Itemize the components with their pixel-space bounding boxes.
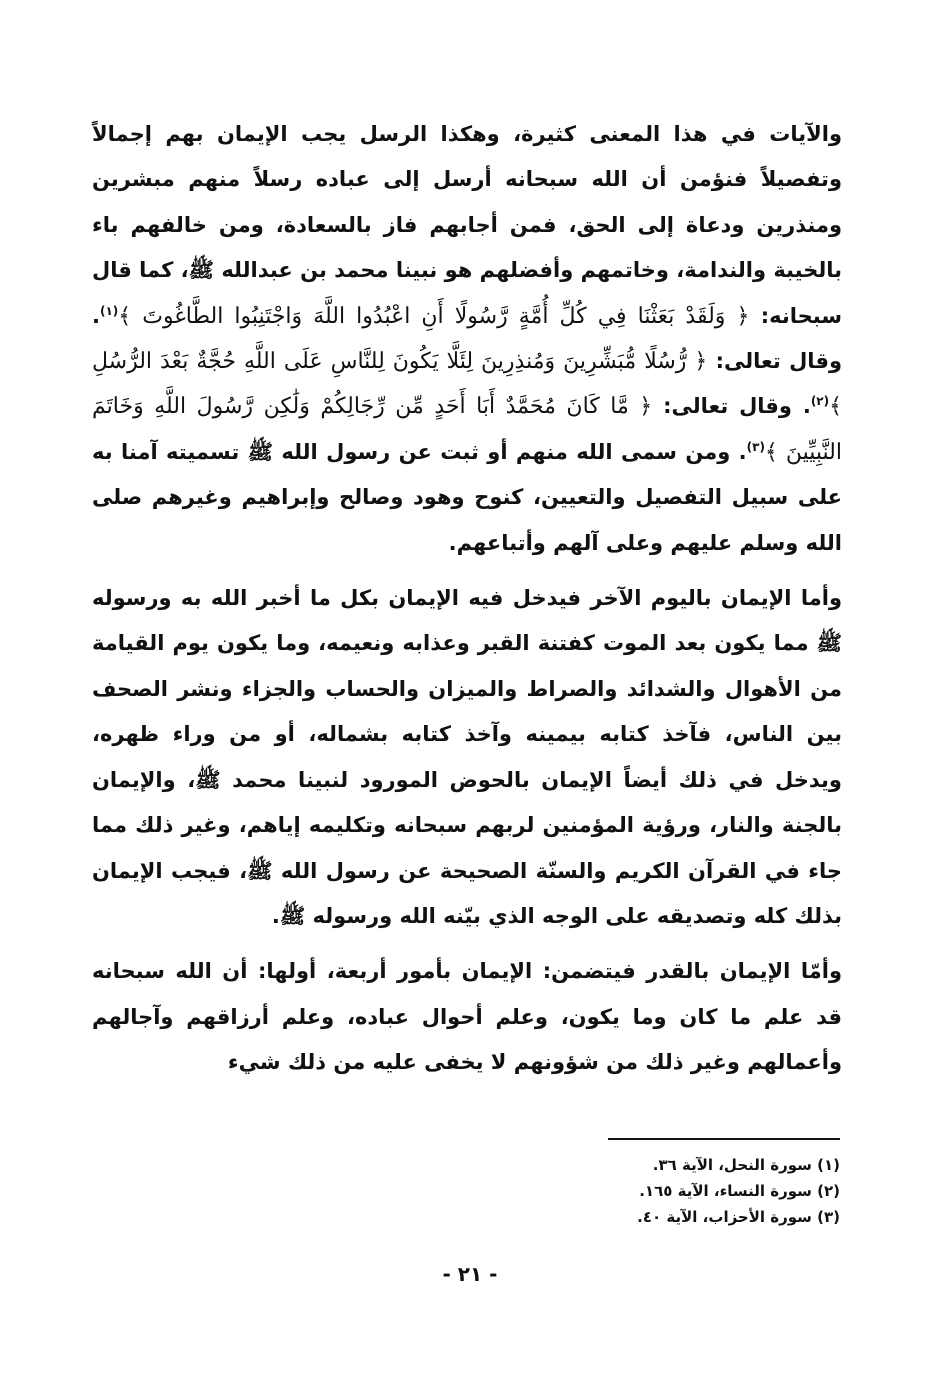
paragraph-decree-intro: وأمّا الإيمان بالقدر فيتضمن: الإيمان بأمور أربعة، (326, 959, 843, 984)
paragraph-decree-first-point-label: أولها: (257, 959, 317, 984)
paragraph-messengers-connector-2: . وقال تعالى: (663, 394, 811, 419)
paragraph-decree-body: أن الله سبحانه قد علم ما كان وما يكون، وعلم أحوال عباده، وعلم أرزاقهم وآجالهم وأعمالهم وغير ذلك من شؤونهم لا يخفى عليه من ذلك شيء (92, 959, 842, 1075)
page-number: - ٢١ - (442, 1262, 498, 1286)
paragraph-divine-decree (92, 949, 842, 1085)
footnotes (420, 1152, 840, 1230)
footnote-3: (٣) سورة الأحزاب، الآية ٤٠. (637, 1208, 840, 1226)
quran-verse-an-nisa: ﴿ رُّسُلًا مُّبَشِّرِينَ وَمُنذِرِينَ لِئَلَّا يَكُونَ لِلنَّاسِ عَلَى اللَّهِ حُجَّةٌ بَعْدَ الرُّسُلِ ﴾ (92, 349, 842, 420)
footnote-ref-3: (٣) (746, 439, 765, 454)
quran-verse-al-ahzab: ﴿ مَّا كَانَ مُحَمَّدٌ أَبَا أَحَدٍ مِّن رِّجَالِكُمْ وَلَٰكِن رَّسُولَ اللَّهِ وَخَاتَمَ النَّبِيِّينَ ﴾ (92, 394, 842, 465)
quran-verse-an-nahl: ﴿ وَلَقَدْ بَعَثْنَا فِي كُلِّ أُمَّةٍ رَّسُولًا أَنِ اعْبُدُوا اللَّهَ وَاجْتَنِبُوا الطَّاغُوتَ ﴾ (118, 303, 750, 329)
footnote-divider (608, 1138, 840, 1140)
footnote-ref-1: (١) (99, 303, 119, 318)
footnote-1: (١) سورة النحل، الآية ٣٦. (652, 1156, 840, 1174)
main-text (92, 112, 842, 1086)
paragraph-messengers-closing: . ومن سمى الله منهم أو ثبت عن رسول الله ﷺ تسميته آمنا به على سبيل التفصيل والتعيين، كنوح وهود وصالح وإبراهيم وغيرهم صلى الله وسلم عليهم وعلى آلهم وأتباعهم. (92, 439, 842, 555)
paragraph-messengers-connector-1: . وقال تعالى: (92, 303, 842, 374)
paragraph-messengers (92, 112, 842, 566)
footnote-ref-2: (٢) (810, 394, 830, 409)
paragraph-last-day: وأما الإيمان باليوم الآخر فيدخل فيه الإيمان بكل ما أخبر الله به ورسوله ﷺ مما يكون بعد الموت كفتنة القبر وعذابه ونعيمه، وما يكون يوم القيامة من الأهوال والشدائد والصراط والميزان والحساب والجزاء ونشر الصحف بين الناس، فآخذ كتابه بيمينه وآخذ كتابه بشماله، أو من وراء ظهره، ويدخل في ذلك أيضاً الإيمان بالحوض المورود لنبينا محمد ﷺ، والإيمان بالجنة والنار، ورؤية المؤمنين لربهم سبحانه وتكليمه إياهم، وغير ذلك مما جاء في القرآن الكريم والسنّة الصحيحة عن رسول الله ﷺ، فيجب الإيمان بذلك كله وتصديقه على الوجه الذي بيّنه الله ورسوله ﷺ. (92, 586, 842, 928)
footnote-2: (٢) سورة النساء، الآية ١٦٥. (639, 1182, 840, 1200)
paragraph-messengers-intro: والآيات في هذا المعنى كثيرة، وهكذا الرسل يجب الإيمان بهم إجمالاً وتفصيلاً فنؤمن أن الله سبحانه أرسل إلى عباده رسلاً منهم مبشرين ومنذرين ودعاة إلى الحق، فمن أجابهم فاز بالسعادة، ومن خالفهم باء بالخيبة والندامة، وخاتمهم وأفضلهم هو نبينا محمد بن عبدالله ﷺ، كما قال سبحانه: (92, 122, 843, 328)
